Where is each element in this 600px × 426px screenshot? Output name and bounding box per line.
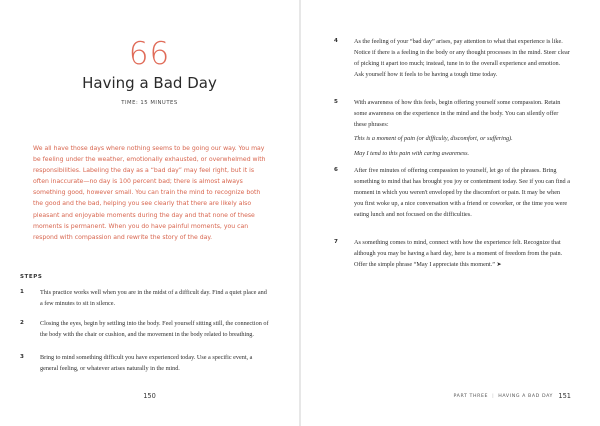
chapter-title: Having a Bad Day — [82, 74, 217, 92]
running-head — [454, 394, 553, 399]
left-page — [0, 0, 299, 426]
phrase-2: May I tend to this pain with caring awareness. — [354, 150, 470, 157]
step-number: 2 — [20, 320, 24, 326]
step-text: As something comes to mind, connect with how the experience felt. Recognize that although you may be having a hard day, here is a moment of freedom from the pain. Offer the simple phrase “May I appreciate this moment.” ➤ — [354, 239, 563, 268]
running-head-chapter: HAVING A BAD DAY — [498, 393, 553, 399]
intro-paragraph: We all have those days where nothing seems to be going our way. You may be feeling under the weather, emotionally exhausted, or overwhelmed with responsibilities. Labeling the day as a “bad day” may feel right, but it is often inaccurate—no day is 100 percent bad; there is almost always something good, however small. You can train the mind to recognize both the good and the bad, helping you see clearly that there are likely also pleasant and enjoyable moments during the day and that none of these moments is permanent. When you do have painful moments, you can respond with compassion and rewrite the story of the day. — [33, 145, 266, 241]
step-text: This practice works well when you are in the midst of a difficult day. Find a quiet place and a few minutes to sit in silence. — [40, 289, 267, 307]
chapter-number: 66 — [128, 36, 171, 72]
page-number-left: 150 — [143, 392, 156, 400]
page-number-right: 151 — [558, 392, 571, 400]
step-number: 4 — [334, 38, 338, 44]
running-head-separator: | — [492, 393, 495, 399]
step-number: 1 — [20, 289, 24, 295]
step-number: 7 — [334, 239, 338, 245]
time-label: TIME: 15 MINUTES — [121, 100, 178, 106]
step-number: 6 — [334, 167, 338, 173]
step-text: After five minutes of offering compassion to yourself, let go of the phrases. Bring something to mind that has brought you joy or contentment today. See if you can find a moment in which you weren't enveloped by the discomfort or pain. It may be when you first woke up, a nice conversation with a friend or coworker, or the time you were eating lunch and not focused on the difficulties. — [354, 167, 570, 218]
running-head-part: PART THREE — [453, 393, 489, 399]
step-text: As the feeling of your “bad day” arises, pay attention to what that experience is like. Notice if there is a feeling in the body or any thought processes in the mind. Steer clear of picking it apart too much; instead, tune in to the overall experience and emotion. Ask yourself how it feels to be having a tough time today. — [354, 38, 570, 78]
step-text: Bring to mind something difficult you have experienced today. Use a specific event, a general feeling, or whatever arises naturally in the mind. — [40, 354, 253, 372]
step-text: With awareness of how this feels, begin offering yourself some compassion. Retain some awareness on the experience in the mind and the body. You can silently offer these phrases: — [354, 99, 561, 128]
step-number: 5 — [334, 99, 338, 105]
step-number: 3 — [20, 354, 24, 360]
step-text: Closing the eyes, begin by settling into the body. Feel yourself sitting still, the connection of the body with the chair or cushion, and the movement in the body related to breathing. — [40, 320, 269, 338]
right-page — [301, 0, 600, 426]
phrase-1: This is a moment of pain (or difficulty, discomfort, or suffering). — [354, 135, 513, 142]
steps-heading: STEPS — [20, 274, 43, 280]
